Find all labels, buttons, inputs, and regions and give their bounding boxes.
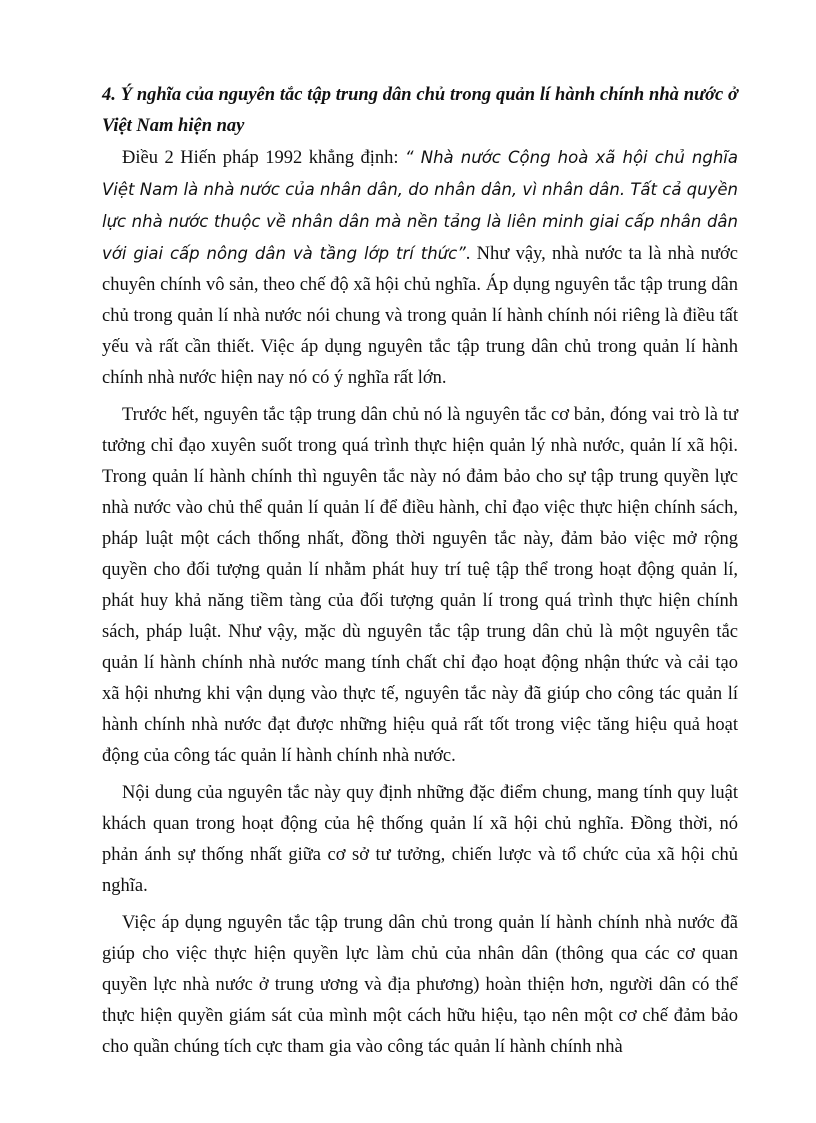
paragraph-2: Trước hết, nguyên tắc tập trung dân chủ nó là nguyên tắc cơ bản, đóng vai trò là tư tưởng chỉ đạo xuyên suốt trong quá trình thực hiện quản lý nhà nước, quản lí xã hội. Trong quản lí hành chính thì nguyên tắc này nó đảm bảo cho sự tập trung quyền lực nhà nước vào chủ thể quản lí quản lí để điều hành, chỉ đạo việc thực hiện chính sách, pháp luật một cách thống nhất, đồng thời nguyên tắc này, đảm bảo việc mở rộng quyền cho đối tượng quản lí nhằm phát huy trí tuệ tập thể trong hoạt động quản lí, phát huy khả năng tiềm tàng của đối tượng quản lí trong quá trình thực hiện chính sách, pháp luật. Như vậy, mặc dù nguyên tắc tập trung dân chủ là một nguyên tắc quản lí hành chính nhà nước mang tính chất chỉ đạo hoạt động nhận thức và cải tạo xã hội nhưng khi vận dụng vào thực tế, nguyên tắc này đã giúp cho công tác quản lí hành chính nhà nước đạt được những hiệu quả rất tốt trong việc tăng hiệu quả hoạt động của công tác quản lí hành chính nhà nước. — [102, 405, 738, 766]
paragraph-3: Nội dung của nguyên tắc này quy định những đặc điểm chung, mang tính quy luật khách quan trong hoạt động của hệ thống quản lí xã hội chủ nghĩa. Đồng thời, nó phản ánh sự thống nhất giữa cơ sở tư tưởng, chiến lược và tổ chức của xã hội chủ nghĩa. — [102, 783, 738, 896]
section-heading: 4. Ý nghĩa của nguyên tắc tập trung dân chủ trong quản lí hành chính nhà nước ở Việt Nam hiện nay — [102, 85, 738, 136]
paragraph-4: Việc áp dụng nguyên tắc tập trung dân chủ trong quản lí hành chính nhà nước đã giúp cho việc thực hiện quyền lực làm chủ của nhân dân (thông qua các cơ quan quyền lực nhà nước ở trung ương và địa phương) hoàn thiện hơn, người dân có thể thực hiện quyền giám sát của mình một cách hữu hiệu, tạo nên một cơ chế đảm bảo cho quần chúng tích cực tham gia vào công tác quản lí hành chính nhà — [102, 913, 738, 1057]
constitution-quote: “ Nhà nước Cộng hoà xã hội chủ nghĩa Việt Nam là nhà nước của nhân dân, do nhân dân, vì nhân dân. Tất cả quyền lực nhà nước thuộc về nhân dân mà nền tảng là liên minh giai cấp nhân dân với giai cấp nông dân và tầng lớp trí thức” — [102, 148, 739, 263]
document-page — [102, 80, 738, 1069]
paragraph-1-text: . Như vậy, nhà nước ta là nhà nước chuyên chính vô sản, theo chế độ xã hội chủ nghĩa. Áp dụng nguyên tắc tập trung dân chủ trong quản lí nhà nước nói chung và trong quản lí hành chính nói riêng là điều tất yếu và rất cần thiết. Việc áp dụng nguyên tắc tập trung dân chủ trong quản lí hành chính nhà nước hiện nay nó có ý nghĩa rất lớn. — [102, 244, 738, 388]
paragraph-1-intro: Điều 2 Hiến pháp 1992 khẳng định: — [122, 148, 406, 168]
paragraph-1 — [102, 142, 738, 394]
